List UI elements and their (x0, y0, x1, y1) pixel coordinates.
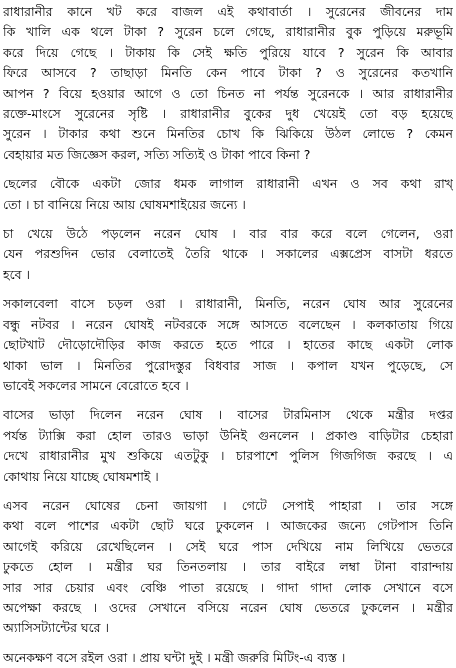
paragraph-gap (3, 215, 453, 224)
text-line: আগেই করিয়ে রেখেছিলেন । সেই ঘরে পাস দেখিয়ে নাম লিখিয়ে ভেতরে (3, 538, 453, 554)
paragraph-gap (3, 396, 453, 405)
text-line: কথা বলে পাশের একটা ছোট ঘরে ঢুকলেন । আজকের জন্যে গেটপাস তিনি (3, 518, 453, 534)
text-line: চা খেয়ে উঠে পড়লেন নরেন ঘোষ । বার বার করে বলে গেলেন, ওরা (3, 226, 453, 242)
paragraph-gap (3, 165, 453, 174)
text-line: আপন ? বিয়ে হওয়ার আগে ও তো চিনত না পর্যন্ত সুরেনকে । আর রাধারানীর (3, 85, 453, 101)
text-line: সকালবেলা বাসে চড়ল ওরা । রাধারানী, মিনতি, নরেন ঘোষ আর সুরেনের (3, 296, 453, 312)
text-line: বেহায়ার মত জিজ্ঞেস করল, সত্যি সত্যিই ও টাকা পাবে কিনা ? (3, 146, 311, 162)
text-line: দেখে রাধারানীর মুখ শুকিয়ে এতটুকু । চারপাশে পুলিস গিজগিজ করছে । এ (3, 448, 453, 464)
text-line: ছোটখাট দৌড়োদৌড়ির কাজ করতে হতে পারে । হাতের কাছে একটা লোক (3, 337, 453, 353)
text-line: ঢুকতে হোল । মন্ত্রীর ঘর তিনতলায় । তার বাইরে লম্বা টানা বারান্দায় (3, 559, 453, 575)
paragraph-gap (3, 285, 453, 294)
paragraph-1 (3, 2, 453, 165)
text-line: পর্যন্ত ট্যাক্সি করা হোল তারও ভাড়া উনিই গুনলেন । প্রকাণ্ড বাড়িটার চেহারা (3, 427, 453, 443)
text-line: অ্যাসিসট্যান্টের ঘরে । (3, 620, 109, 636)
paragraph-5 (3, 405, 453, 487)
text-line: অনেকক্ষণ বসে রইল ওরা । প্রায় ঘন্টা দুই । মন্ত্রী জরুরি মিটিং-এ ব্যস্ত । (3, 649, 346, 665)
text-line: ভাবেই সকলের সামনে বেরোতে হবে । (3, 377, 189, 393)
text-line: তো । চা বানিয়ে নিয়ে আয় ঘোষমশাইয়ের জন্যে । (3, 196, 246, 212)
text-line: কোথায় নিয়ে যাচ্ছে ঘোষমশাই । (3, 468, 159, 484)
text-line: অপেক্ষা করছে । ওদের সেখানে বসিয়ে নরেন ঘোষ ভেতরে ঢুকলেন । মন্ত্রীর (3, 599, 453, 615)
text-line: থাকা ভাল । মিনতির পুরোদস্তুর বিধবার সাজ । কপাল যখন পুড়েছে, সে (3, 357, 453, 373)
paragraph-2 (3, 174, 453, 215)
paragraph-gap (3, 487, 453, 496)
text-line: সার সার চেয়ার এবং বেঞ্চি পাতা রয়েছে । গাদা গাদা লোক সেখানে বসে (3, 579, 453, 595)
text-line: কি খালি এক থলে টাকা ? সুরেন চলে গেছে, রাধারানীর বুক পুড়িয়ে মরুভূমি (3, 24, 453, 40)
text-line: বাসের ভাড়া দিলেন নরেন ঘোষ । বাসের টারমিনাস থেকে মন্ত্রীর দপ্তর (3, 407, 453, 423)
paragraph-4 (3, 294, 453, 396)
text-line: ছেলের বৌকে একটা জোর ধমক লাগাল রাধারানী এখন ও সব কথা রাখ্ (3, 176, 453, 192)
text-line: রক্তে-মাংসে সুরেনের সৃষ্টি । রাধারানীর বুকের দুধ খেয়েই তো বড় হয়েছে (3, 106, 453, 122)
text-line: বন্ধু নটবর । নরেন ঘোষই নটবরকে সঙ্গে আসতে বলেছেন । কলকাতায় গিয়ে (3, 316, 453, 332)
paragraph-gap (3, 639, 453, 648)
text-line: এসব নরেন ঘোষের চেনা জায়গা । গেটে সেপাই পাহারা । তার সঙ্গে (3, 497, 453, 513)
paragraph-6 (3, 496, 453, 639)
text-line: ফিরে আসবে ? তাছাড়া মিনতি কেন পাবে টাকা ? ও সুরেনের কতখানি (3, 65, 453, 81)
text-line: হবে । (3, 266, 30, 282)
text-line: রাধারানীর কানে খট করে বাজল এই কথাবার্তা । সুরেনের জীবনের দাম (3, 4, 453, 19)
text-line: করে দিয়ে গেছে । টাকায় কি সেই ক্ষতি পুরিয়ে যাবে ? সুরেন কি আবার (3, 44, 453, 60)
paragraph-3 (3, 224, 453, 285)
text-line: যেন পরশুদিন ভোর বেলাতেই তৈরি থাকে । সকালের এক্সপ্রেস বাসটা ধরতে (3, 246, 453, 262)
text-line: সুরেন । টাকার কথা শুনে মিনতির চোখ কি ঝিকিয়ে উঠল লোভে ? কেমন (3, 126, 453, 142)
paragraph-7 (3, 648, 453, 668)
